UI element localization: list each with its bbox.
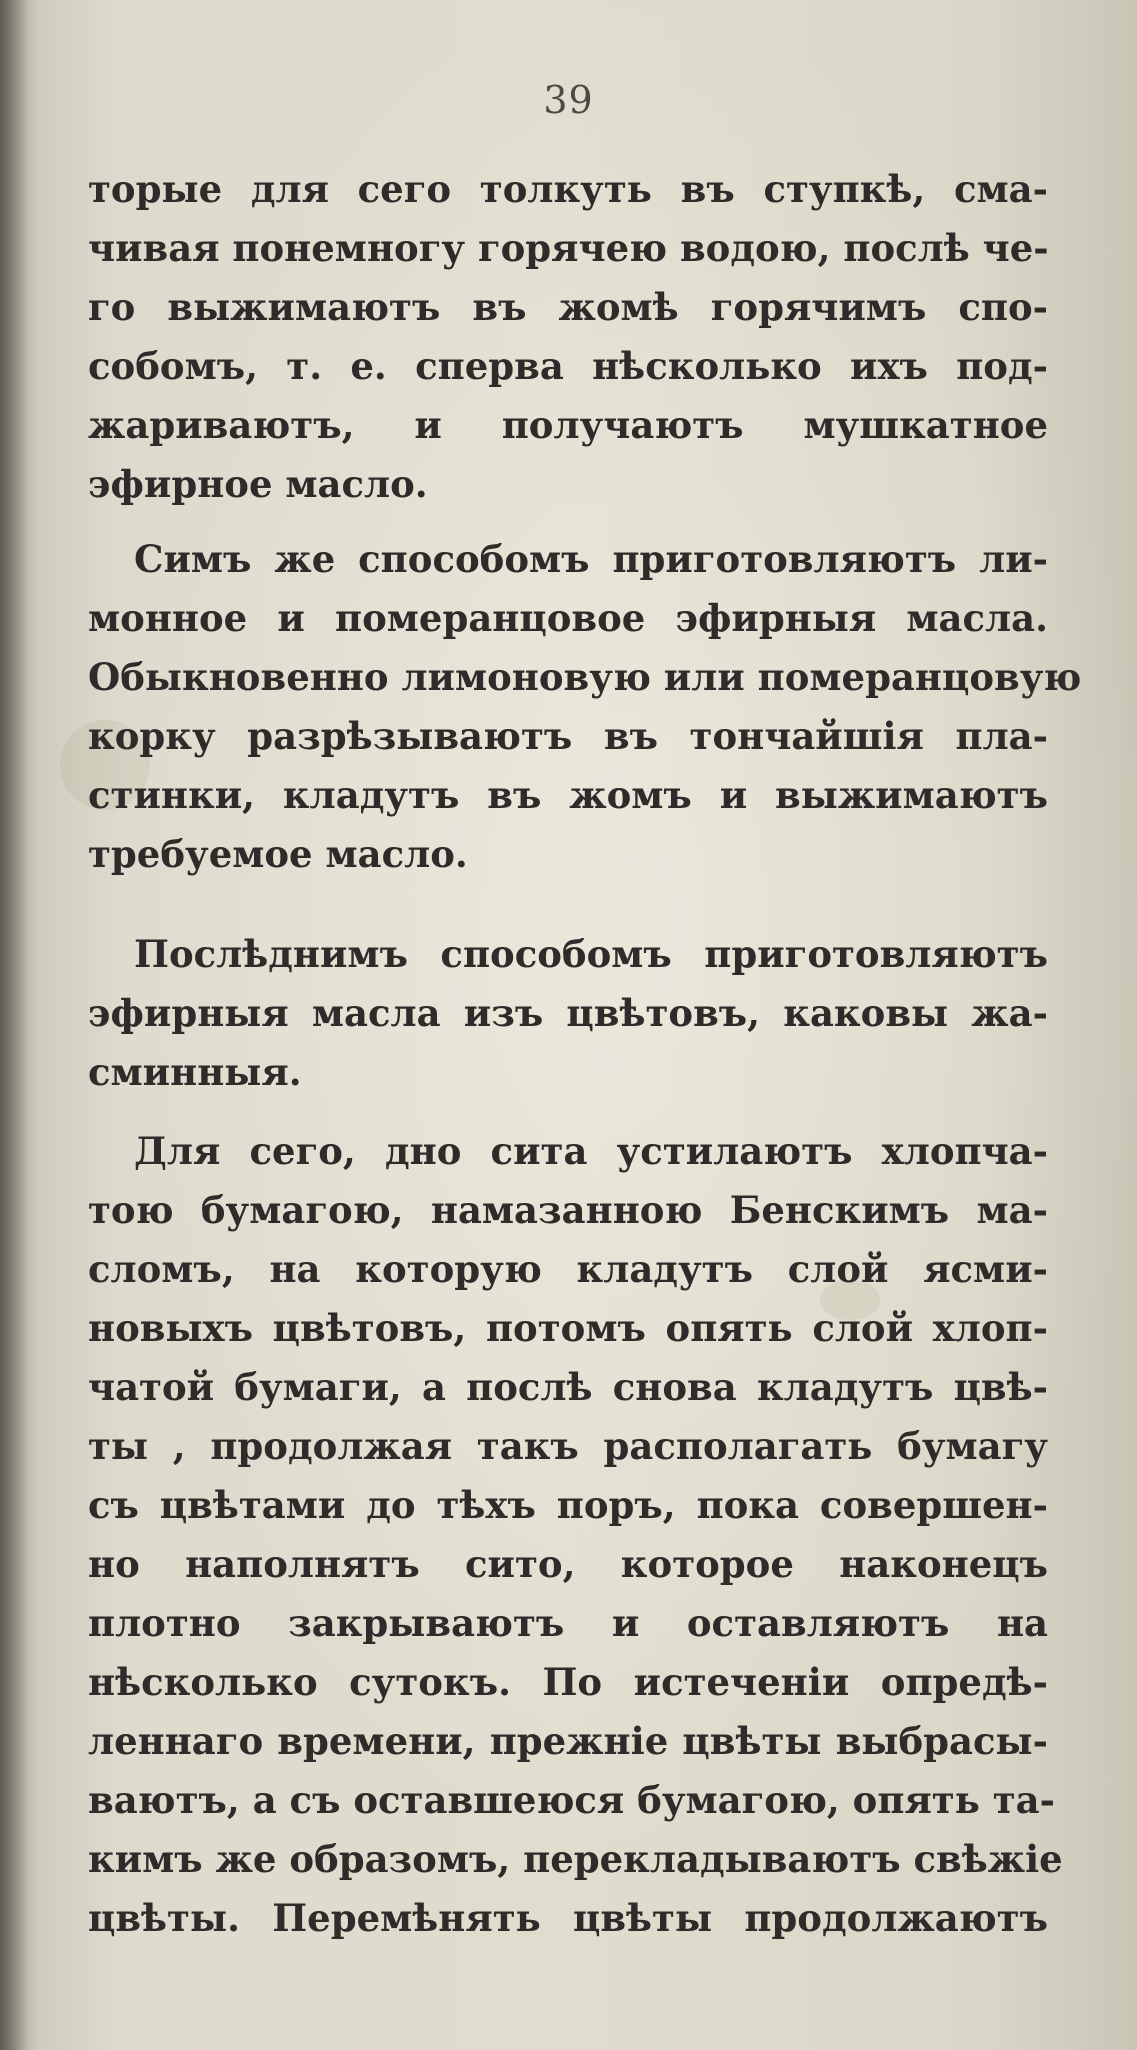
page-gutter-shadow	[0, 0, 28, 2050]
text-line: собомъ, т. е. сперва нѣсколько ихъ под-	[88, 344, 1048, 388]
text-line: тою бумагою, намазанною Бенскимъ ма-	[88, 1188, 1048, 1232]
text-line: Для сего, дно сита устилаютъ хлопча-	[134, 1129, 1048, 1173]
text-line: ваютъ, а съ оставшеюся бумагою, опять та-	[88, 1778, 1055, 1822]
paragraph-1	[88, 160, 1048, 514]
text-line: стинки, кладутъ въ жомъ и выжимаютъ	[88, 773, 1048, 817]
text-line: го выжимаютъ въ жомѣ горячимъ спо-	[88, 285, 1048, 329]
text-line: Симъ же способомъ приготовляютъ ли-	[134, 537, 1048, 581]
text-line: леннаго времени, прежніе цвѣты выбрасы-	[88, 1719, 1048, 1763]
paragraph-4	[88, 1122, 1063, 1948]
paragraph-2	[88, 530, 1082, 884]
text-line: цвѣты. Перемѣнять цвѣты продолжаютъ	[88, 1896, 1048, 1940]
text-line: сломъ, на которую кладутъ слой ясми-	[88, 1247, 1048, 1291]
text-line: плотно закрываютъ и оставляютъ на	[88, 1601, 1048, 1645]
text-line: торые для сего толкуть въ ступкѣ, сма-	[88, 167, 1048, 211]
paragraph-3	[88, 925, 1048, 1102]
text-line: монное и померанцовое эфирныя масла.	[88, 596, 1048, 640]
text-line: Послѣднимъ способомъ приготовляютъ	[134, 932, 1048, 976]
text-line: новыхъ цвѣтовъ, потомъ опять слой хлоп-	[88, 1306, 1048, 1350]
text-line: ты , продолжая такъ располагать бумагу	[88, 1424, 1048, 1468]
text-line: эфирное масло.	[88, 462, 428, 506]
text-line: корку разрѣзываютъ въ тончайшія пла-	[88, 714, 1048, 758]
text-line: съ цвѣтами до тѣхъ поръ, пока совершен-	[88, 1483, 1048, 1527]
text-line: Обыкновенно лимоновую или померанцовую	[88, 655, 1082, 699]
page-number: 39	[543, 78, 594, 122]
text-line: кимъ же образомъ, перекладываютъ свѣжіе	[88, 1837, 1063, 1881]
text-line: чивая понемногу горячею водою, послѣ че-	[88, 226, 1049, 270]
text-line: жариваютъ, и получаютъ мушкатное	[88, 403, 1048, 447]
text-line: но наполнятъ сито, которое наконецъ	[88, 1542, 1048, 1586]
text-line: эфирныя масла изъ цвѣтовъ, каковы жа-	[88, 991, 1048, 1035]
text-line: нѣсколько сутокъ. По истеченіи опредѣ-	[88, 1660, 1048, 1704]
text-line: требуемое масло.	[88, 832, 468, 876]
text-line: сминныя.	[88, 1050, 302, 1094]
text-line: чатой бумаги, а послѣ снова кладутъ цвѣ-	[88, 1365, 1048, 1409]
